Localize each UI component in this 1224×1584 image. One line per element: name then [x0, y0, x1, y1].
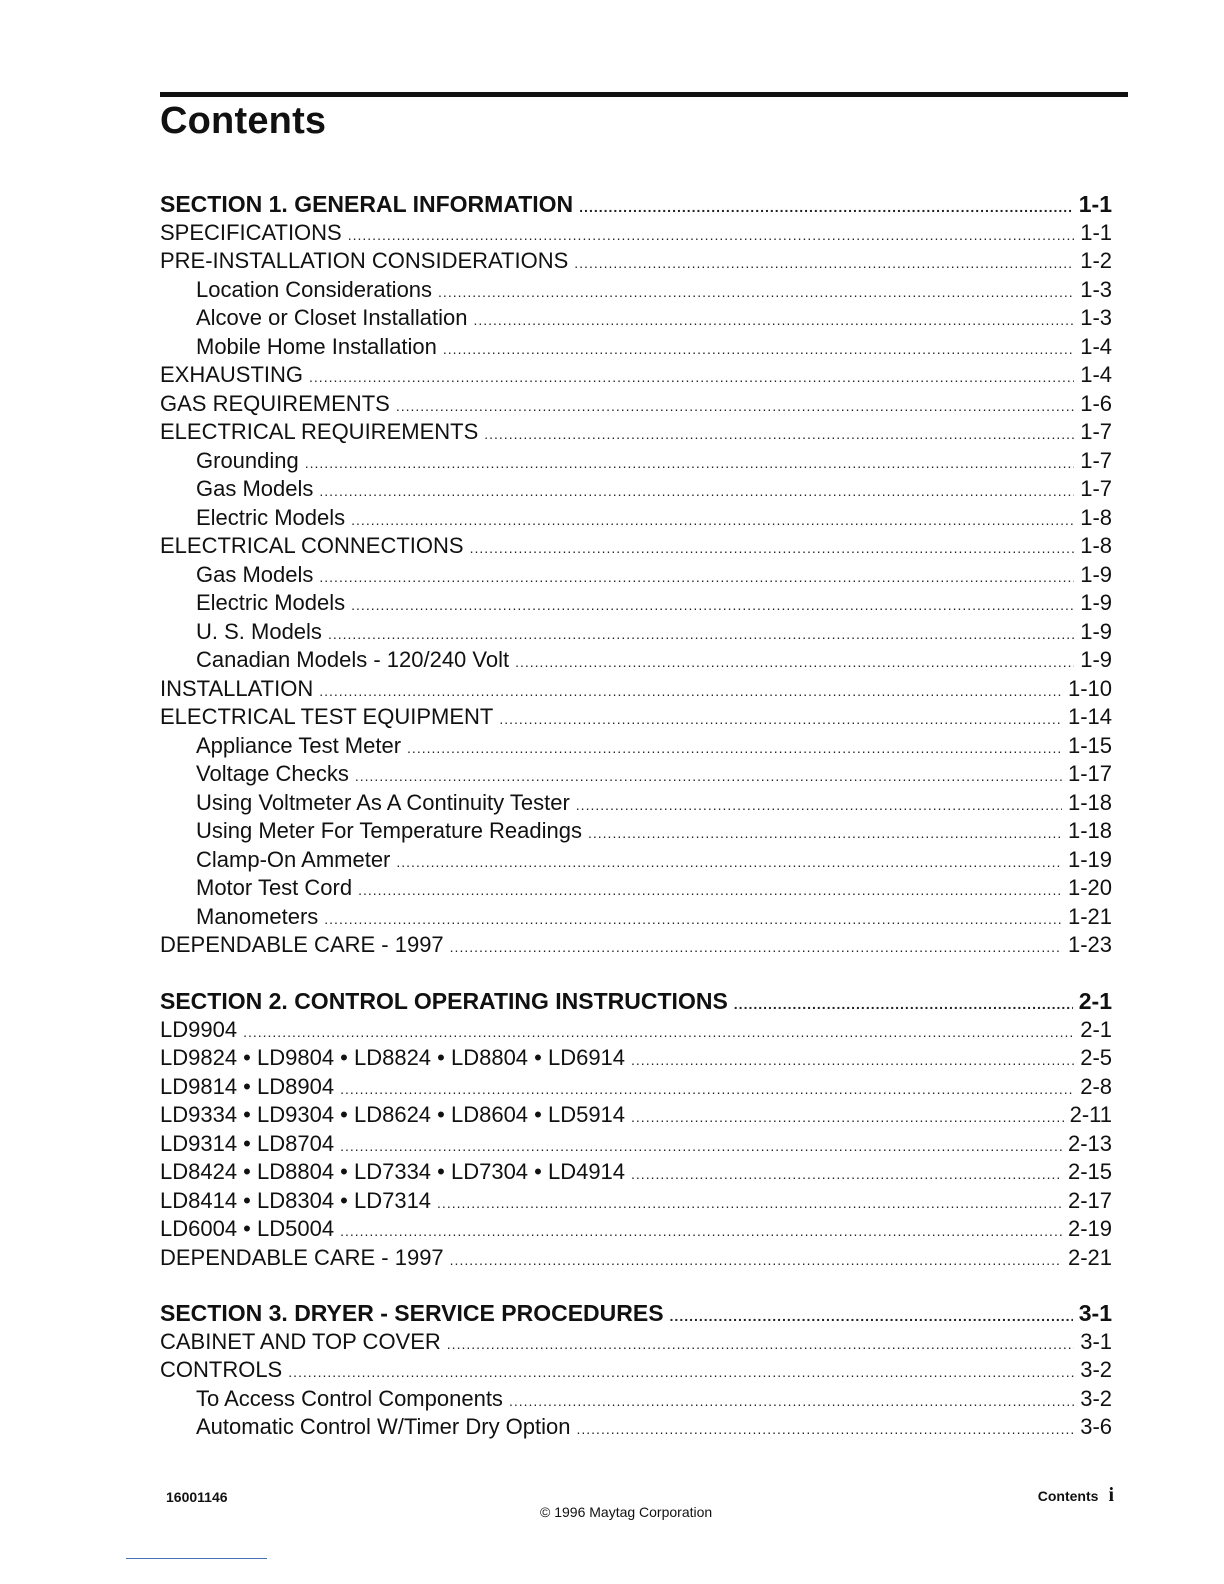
toc-entry[interactable]: [160, 504, 1112, 533]
toc-entry-label: Using Meter For Temperature Readings: [196, 818, 582, 843]
toc-section-heading[interactable]: [160, 1299, 1112, 1328]
dot-leader: [509, 1387, 1074, 1416]
dot-leader: [734, 990, 1073, 1019]
dot-leader: [450, 1246, 1062, 1275]
toc-entry-page: 2-11: [1069, 1102, 1112, 1127]
footer-page-label: [1038, 1484, 1114, 1507]
toc-entry-label: Automatic Control W/Timer Dry Option: [196, 1414, 571, 1439]
dot-leader: [351, 506, 1074, 535]
toc-entry-label: Location Considerations: [196, 276, 433, 302]
dot-leader: [407, 734, 1062, 763]
dot-leader: [631, 1046, 1074, 1075]
toc-entry-label: INSTALLATION: [160, 675, 314, 701]
toc-entry-label: PRE-INSTALLATION CONSIDERATIONS: [160, 248, 569, 273]
toc-entry[interactable]: [160, 1328, 1112, 1357]
toc-entry-label: Manometers: [196, 903, 319, 929]
toc-entry-page: 1-19: [1067, 846, 1112, 872]
dot-leader: [574, 249, 1074, 278]
toc-entry-page: 1-1: [1080, 219, 1112, 245]
toc-entry[interactable]: [160, 931, 1112, 960]
toc-entry-label: CABINET AND TOP COVER: [160, 1328, 441, 1354]
toc-entry-page: 1-9: [1080, 590, 1112, 615]
toc-entry-page: 3-1: [1080, 1328, 1112, 1354]
dot-leader: [288, 1358, 1074, 1387]
toc-entry-page: 2-13: [1067, 1130, 1112, 1156]
toc-entry[interactable]: [160, 475, 1112, 504]
toc-entry-label: DEPENDABLE CARE - 1997: [160, 1244, 444, 1270]
dot-leader: [328, 620, 1074, 649]
dot-leader: [588, 819, 1062, 848]
dot-leader: [351, 591, 1074, 620]
dot-leader: [358, 876, 1062, 905]
toc-entry-label: LD9814 • LD8904: [160, 1073, 335, 1099]
dot-leader: [576, 791, 1062, 820]
toc-entry-page: 2-1: [1080, 1016, 1112, 1042]
toc-entry-page: 1-18: [1067, 789, 1112, 815]
toc-entry-page: 1-7: [1080, 419, 1112, 444]
toc-entry-label: LD9904: [160, 1016, 238, 1042]
toc-entry-label: DEPENDABLE CARE - 1997: [160, 932, 444, 957]
toc-entry-page: 1-14: [1067, 704, 1112, 729]
dot-leader: [324, 905, 1062, 934]
toc-entry-label: SECTION 2. CONTROL OPERATING INSTRUCTIONS: [160, 988, 728, 1014]
toc-entry-page: 1-3: [1080, 276, 1112, 302]
toc-entry[interactable]: [160, 1356, 1112, 1385]
toc-entry-label: Grounding: [196, 447, 299, 473]
copyright: © 1996 Maytag Corporation: [540, 1504, 713, 1520]
dot-leader: [348, 221, 1074, 250]
dot-leader: [577, 1415, 1075, 1444]
toc-entry-label: Electric Models: [196, 504, 346, 530]
toc-entry[interactable]: [160, 618, 1112, 647]
toc-entry-page: 1-15: [1067, 732, 1112, 758]
dot-leader: [437, 1189, 1062, 1218]
toc-entry-page: 2-19: [1067, 1216, 1112, 1241]
dot-leader: [450, 933, 1062, 962]
bottom-divider: [126, 1558, 267, 1559]
toc-entry-page: 1-2: [1080, 248, 1112, 273]
toc-entry-page: 3-2: [1080, 1357, 1112, 1382]
dot-leader: [438, 278, 1074, 307]
toc-entry[interactable]: [160, 247, 1112, 276]
toc-entry-page: 3-6: [1080, 1414, 1112, 1439]
toc-entry-page: 1-3: [1080, 305, 1112, 330]
toc-entry-label: Using Voltmeter As A Continuity Tester: [196, 789, 570, 815]
toc-entry[interactable]: [160, 1130, 1112, 1159]
dot-leader: [319, 563, 1074, 592]
toc-entry-page: 1-7: [1080, 447, 1112, 473]
toc-entry-page: 1-9: [1080, 561, 1112, 587]
toc-entry-label: CONTROLS: [160, 1357, 283, 1382]
toc-entry-page: 1-20: [1067, 875, 1112, 900]
toc-entry-label: SECTION 3. DRYER - SERVICE PROCEDURES: [160, 1300, 664, 1326]
dot-leader: [631, 1103, 1064, 1132]
toc-entry[interactable]: [160, 1158, 1112, 1187]
toc-section-2: [160, 987, 1112, 1272]
toc-entry[interactable]: [160, 903, 1112, 932]
dot-leader: [515, 648, 1074, 677]
toc-entry-label: SECTION 1. GENERAL INFORMATION: [160, 191, 574, 217]
dot-leader: [631, 1160, 1062, 1189]
toc-entry[interactable]: [160, 675, 1112, 704]
toc-entry-label: GAS REQUIREMENTS: [160, 390, 390, 416]
toc-entry-page: 1-8: [1080, 533, 1112, 558]
toc-entry[interactable]: [160, 1385, 1112, 1414]
toc-entry[interactable]: [160, 1044, 1112, 1073]
page-title: Contents: [160, 100, 327, 142]
toc-entry-page: 2-1: [1078, 988, 1112, 1014]
toc-entry-page: 1-1: [1078, 191, 1112, 217]
toc-entry-page: 1-8: [1080, 504, 1112, 530]
toc-entry[interactable]: [160, 1215, 1112, 1244]
toc-entry[interactable]: [160, 1016, 1112, 1045]
dot-leader: [579, 193, 1073, 222]
toc-entry-label: U. S. Models: [196, 618, 322, 644]
toc-entry[interactable]: [160, 1244, 1112, 1273]
dot-leader: [340, 1075, 1074, 1104]
toc-entry-label: LD6004 • LD5004: [160, 1216, 335, 1241]
toc-entry-page: 1-18: [1067, 818, 1112, 843]
toc-entry-label: Appliance Test Meter: [196, 732, 402, 758]
toc-entry-page: 2-15: [1067, 1159, 1112, 1184]
toc-entry-label: Voltage Checks: [196, 761, 349, 786]
toc-entry-page: 1-21: [1067, 903, 1112, 929]
toc-entry-label: LD8414 • LD8304 • LD7314: [160, 1187, 432, 1213]
toc-entry-page: 1-10: [1067, 675, 1112, 701]
toc-entry[interactable]: [160, 703, 1112, 732]
footer-page-number: i: [1108, 1484, 1114, 1506]
dot-leader: [319, 477, 1074, 506]
doc-number: 16001146: [166, 1489, 228, 1505]
toc-entry-label: LD9314 • LD8704: [160, 1130, 335, 1156]
toc-entry-label: ELECTRICAL REQUIREMENTS: [160, 419, 479, 444]
toc-entry-label: Clamp-On Ammeter: [196, 846, 391, 872]
toc-entry-page: 1-4: [1080, 333, 1112, 359]
toc-entry[interactable]: [160, 846, 1112, 875]
toc-entry[interactable]: [160, 333, 1112, 362]
dot-leader: [447, 1330, 1074, 1359]
dot-leader: [243, 1018, 1074, 1047]
dot-leader: [355, 762, 1062, 791]
toc-entry-label: ELECTRICAL TEST EQUIPMENT: [160, 704, 494, 729]
dot-leader: [443, 335, 1074, 364]
toc-entry-label: LD8424 • LD8804 • LD7334 • LD7304 • LD4914: [160, 1159, 626, 1184]
toc-entry[interactable]: [160, 789, 1112, 818]
toc-entry-page: 1-9: [1080, 647, 1112, 672]
dot-leader: [470, 534, 1075, 563]
dot-leader: [305, 449, 1074, 478]
toc-entry-label: Electric Models: [196, 590, 346, 615]
toc-entry-label: Motor Test Cord: [196, 875, 353, 900]
toc-section-1: [160, 190, 1112, 960]
dot-leader: [396, 392, 1074, 421]
toc-entry-page: 1-7: [1080, 476, 1112, 501]
dot-leader: [670, 1302, 1073, 1331]
toc-entry[interactable]: [160, 732, 1112, 761]
toc-entry-page: 1-9: [1080, 618, 1112, 644]
toc-entry[interactable]: [160, 1073, 1112, 1102]
toc-entry-label: Gas Models: [196, 476, 314, 501]
toc-entry[interactable]: [160, 1101, 1112, 1130]
toc-entry-page: 3-2: [1080, 1385, 1112, 1411]
toc-entry[interactable]: [160, 361, 1112, 390]
toc-entry-label: SPECIFICATIONS: [160, 219, 342, 245]
toc-entry-page: 1-4: [1080, 362, 1112, 387]
toc-entry[interactable]: [160, 874, 1112, 903]
toc-entry[interactable]: [160, 561, 1112, 590]
toc-entry[interactable]: [160, 418, 1112, 447]
toc-entry[interactable]: [160, 646, 1112, 675]
toc-entry-page: 3-1: [1078, 1300, 1112, 1326]
toc-entry-label: Mobile Home Installation: [196, 333, 437, 359]
dot-leader: [484, 420, 1074, 449]
toc-entry[interactable]: [160, 304, 1112, 333]
toc-entry[interactable]: [160, 817, 1112, 846]
toc-entry-page: 2-21: [1067, 1244, 1112, 1270]
toc-entry[interactable]: [160, 532, 1112, 561]
toc-entry-page: 1-17: [1067, 761, 1112, 786]
toc-entry[interactable]: [160, 760, 1112, 789]
dot-leader: [309, 363, 1074, 392]
toc-entry-page: 2-5: [1080, 1045, 1112, 1070]
footer-section-label: Contents: [1037, 1488, 1099, 1504]
dot-leader: [396, 848, 1062, 877]
title-rule: [160, 92, 1128, 97]
toc-entry[interactable]: [160, 447, 1112, 476]
toc-entry[interactable]: [160, 1413, 1112, 1442]
dot-leader: [340, 1132, 1062, 1161]
toc-entry-label: EXHAUSTING: [160, 362, 304, 387]
toc-section-3: [160, 1299, 1112, 1442]
toc-entry-label: Canadian Models - 120/240 Volt: [196, 647, 510, 672]
toc-entry[interactable]: [160, 276, 1112, 305]
toc-entry-page: 1-23: [1067, 932, 1112, 957]
dot-leader: [499, 705, 1062, 734]
toc-entry-label: Alcove or Closet Installation: [196, 305, 468, 330]
toc-entry[interactable]: [160, 390, 1112, 419]
dot-leader: [319, 677, 1062, 706]
toc-entry-label: LD9334 • LD9304 • LD8624 • LD8604 • LD5914: [160, 1102, 626, 1127]
dot-leader: [473, 306, 1074, 335]
toc-section-heading[interactable]: [160, 987, 1112, 1016]
toc-entry-page: 2-8: [1080, 1073, 1112, 1099]
toc-entry-page: 1-6: [1080, 390, 1112, 416]
toc-entry[interactable]: [160, 219, 1112, 248]
toc-entry-label: ELECTRICAL CONNECTIONS: [160, 533, 464, 558]
dot-leader: [340, 1217, 1062, 1246]
toc-entry-label: LD9824 • LD9804 • LD8824 • LD8804 • LD6914: [160, 1045, 626, 1070]
toc-entry[interactable]: [160, 589, 1112, 618]
toc-entry-label: To Access Control Components: [196, 1385, 503, 1411]
toc-section-heading[interactable]: [160, 190, 1112, 219]
toc-entry-label: Gas Models: [196, 561, 314, 587]
toc-entry-page: 2-17: [1067, 1187, 1112, 1213]
toc-entry[interactable]: [160, 1187, 1112, 1216]
